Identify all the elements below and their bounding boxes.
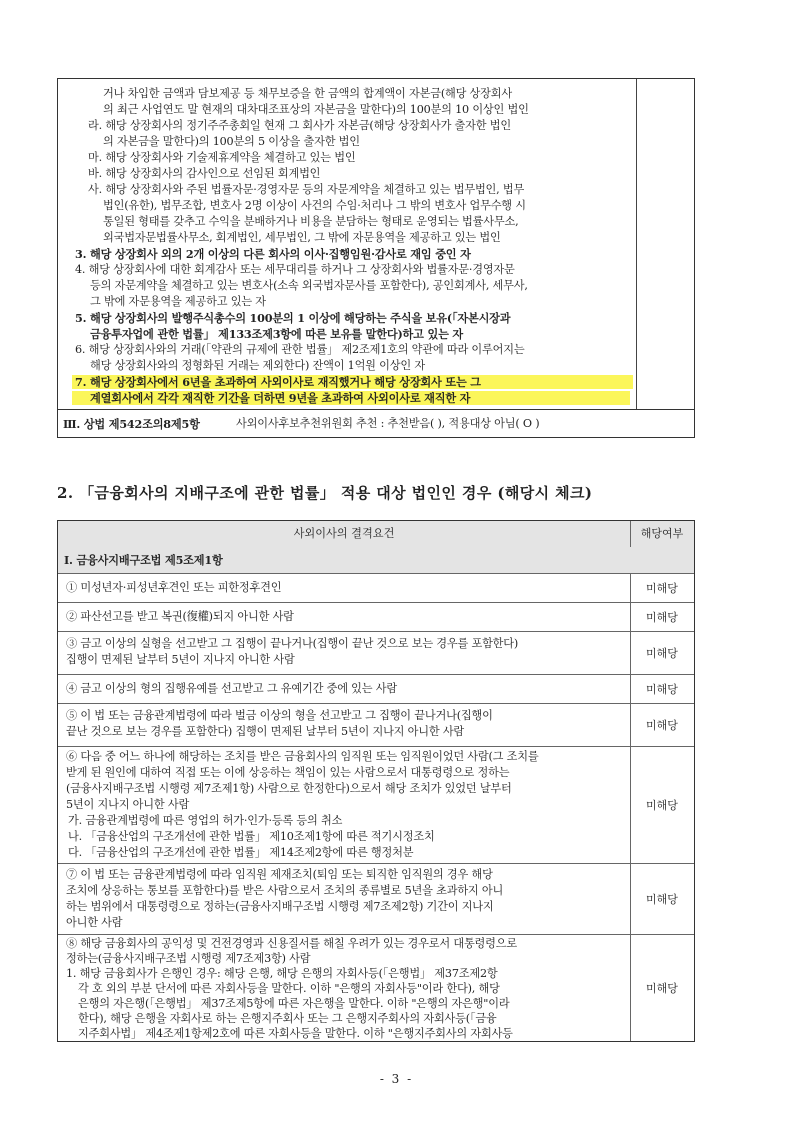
row-text: ④ 금고 이상의 형의 집행유예를 선고받고 그 유예기간 중에 있는 사람 bbox=[66, 682, 397, 695]
row-text: 은행의 자은행(「은행법」 제37조제5항에 따른 자은행을 말한다. 이하 "은행의 자은행"이라 bbox=[78, 997, 510, 1010]
criteria-item-5: 5. 해당 상장회사의 발행주식총수의 100분의 1 이상에 해당하는 주식을 보유(「자본시장과 bbox=[75, 311, 511, 325]
criteria-line: 바. 해당 상장회사의 감사인으로 선임된 회계법인 bbox=[88, 167, 321, 180]
row-text: 한다), 해당 은행을 자회사로 하는 은행지주회사 또는 그 은행지주회사의 자회사등(「금융 bbox=[78, 1012, 497, 1025]
disqualification-table bbox=[57, 520, 695, 1042]
row-text: 나. 「금융산업의 구조개선에 관한 법률」 제10조제1항에 따른 적기시정조치 bbox=[68, 830, 435, 843]
row-text: 각 호 외의 부분 단서에 따른 자회사등을 말한다. 이하 "은행의 자회사등"이라 한다), 해당 bbox=[78, 982, 500, 995]
row-text: ③ 금고 이상의 실형을 선고받고 그 집행이 끝나거나(집행이 끝난 것으로 보는 경우를 포함한다) bbox=[66, 637, 519, 650]
row-text: 지주회사법」 제4조제1항제2호에 따른 자회사등을 말한다. 이하 "은행지주회사의 자회사등 bbox=[78, 1027, 513, 1040]
row-text: 조치에 상응하는 통보를 포함한다)를 받은 사람으로서 조치의 종류별로 5년을 초과하지 아니 bbox=[66, 884, 504, 897]
row-value: 미해당 bbox=[646, 582, 678, 595]
row-text: 1. 해당 금융회사가 은행인 경우: 해당 은행, 해당 은행의 자회사등(「은행법」 제37조제2항 bbox=[66, 967, 498, 980]
row-value: 미해당 bbox=[646, 719, 678, 732]
table-row bbox=[58, 864, 694, 935]
row-text: 정하는(금융사지배구조법 시행령 제7조제3항) 사람 bbox=[66, 952, 311, 965]
row-text: ⑤ 이 법 또는 금융관계법령에 따라 벌금 이상의 형을 선고받고 그 집행이 끝나거나(집행이 bbox=[66, 709, 493, 722]
row-value: 미해당 bbox=[646, 611, 678, 624]
outside-director-criteria-box bbox=[57, 78, 695, 438]
row-text: (금융사지배구조법 시행령 제7조제1항) 사람으로 한정한다)으로서 해당 조치가 있었던 날부터 bbox=[66, 782, 512, 795]
criteria-line: 그 밖에 자문용역을 제공하고 있는 자 bbox=[90, 295, 266, 308]
table-row bbox=[58, 747, 694, 864]
page-number: - 3 - bbox=[379, 1072, 414, 1086]
criteria-line-highlighted: 계열회사에서 각각 재직한 기간을 더하면 9년을 초과하여 사외이사로 재직한 자 bbox=[72, 391, 630, 405]
row-value: 미해당 bbox=[646, 683, 678, 696]
criteria-line: 외국법자문법률사무소, 회계법인, 세무법인, 그 밖에 자문용역을 제공하고 있는 법인 bbox=[103, 231, 501, 244]
table-row bbox=[58, 574, 694, 603]
commercial-act-row bbox=[58, 409, 694, 438]
row-text: ⑥ 다음 중 어느 하나에 해당하는 조치를 받은 금융회사의 임직원 또는 임직원이었던 사람(그 조치를 bbox=[66, 750, 539, 763]
table-section-row bbox=[58, 547, 694, 574]
row-text: ① 미성년자·피성년후견인 또는 피한정후견인 bbox=[66, 581, 282, 594]
criteria-line: 라. 해당 상장회사의 정기주주총회일 현재 그 회사가 자본금(해당 상장회사가 출자한 법인 bbox=[88, 119, 511, 132]
header-requirements: 사외이사의 결격요건 bbox=[58, 521, 631, 547]
row-value: 미해당 bbox=[646, 647, 678, 660]
criteria-line: 마. 해당 상장회사와 기술제휴계약을 체결하고 있는 법인 bbox=[88, 151, 356, 164]
row-value: 미해당 bbox=[646, 799, 678, 812]
criteria-line: 의 최근 사업연도 말 현재의 대차대조표상의 자본금을 말한다)의 100분의 10 이상인 법인 bbox=[103, 103, 529, 116]
criteria-line: 법인(유한), 법무조합, 변호사 2명 이상이 사건의 수임·처리나 그 밖의 변호사 업무수행 시 bbox=[103, 199, 526, 212]
table-row bbox=[58, 935, 694, 1041]
table-header bbox=[58, 521, 694, 548]
row-value: 미해당 bbox=[646, 893, 678, 906]
recommendation-status: 사외이사후보추천위원회 추천 : 추천받음( ), 적용대상 아님( O ) bbox=[236, 417, 540, 430]
check-column bbox=[636, 79, 694, 409]
criteria-item-3: 3. 해당 상장회사 외의 2개 이상의 다른 회사의 이사·집행임원·감사로 재임 중인 자 bbox=[75, 247, 471, 261]
criteria-line: 해당 상장회사와의 정형화된 거래는 제외한다) 잔액이 1억원 이상인 자 bbox=[90, 359, 425, 372]
criteria-line: 거나 차입한 금액과 담보제공 등 채무보증을 한 금액의 합계액이 자본금(해당 상장회사 bbox=[103, 87, 512, 100]
criteria-line: 등의 자문계약을 체결하고 있는 변호사(소속 외국법자문사를 포함한다), 공인회계사, 세무사, bbox=[90, 279, 528, 292]
criteria-list bbox=[58, 79, 637, 409]
criteria-line: 통일된 형태를 갖추고 수익을 분배하거나 비용을 분담하는 형태로 운영되는 법률사무소, bbox=[103, 215, 519, 228]
section-2-title: 2. 「금융회사의 지배구조에 관한 법률」 적용 대상 법인인 경우 (해당시 체크) bbox=[57, 484, 593, 502]
row-text: ⑦ 이 법 또는 금융관계법령에 따라 임직원 제재조치(퇴임 또는 퇴직한 임직원의 경우 해당 bbox=[66, 868, 493, 881]
commercial-act-label: Ⅲ. 상법 제542조의8제5항 bbox=[63, 417, 200, 431]
row-text: 가. 금융관계법령에 따른 영업의 허가·인가·등록 등의 취소 bbox=[68, 814, 343, 827]
row-text: 끝난 것으로 보는 경우를 포함한다) 집행이 면제된 날부터 5년이 지나지 아니한 사람 bbox=[66, 725, 465, 738]
row-text: 아니한 사람 bbox=[66, 916, 123, 929]
row-text: 5년이 지나지 아니한 사람 bbox=[66, 798, 190, 811]
table-row bbox=[58, 632, 694, 675]
row-value: 미해당 bbox=[646, 982, 678, 995]
table-row bbox=[58, 675, 694, 704]
row-text: 다. 「금융산업의 구조개선에 관한 법률」 제14조제2항에 따른 행정처분 bbox=[68, 846, 414, 859]
row-text: 하는 범위에서 대통령령으로 정하는(금융사지배구조법 시행령 제7조제2항) 기간이 지나지 bbox=[66, 900, 494, 913]
criteria-line: 의 자본금을 말한다)의 100분의 5 이상을 출자한 법인 bbox=[103, 135, 360, 148]
header-applicability: 해당여부 bbox=[640, 527, 684, 540]
criteria-line: 금융투자업에 관한 법률」 제133조제3항에 따른 보유를 말한다)하고 있는 자 bbox=[90, 327, 463, 341]
criteria-item-4: 4. 해당 상장회사에 대한 회계감사 또는 세무대리를 하거나 그 상장회사와 법률자문·경영자문 bbox=[75, 263, 515, 276]
row-text: ⑧ 해당 금융회사의 공익성 및 건전경영과 신용질서를 해칠 우려가 있는 경우로서 대통령령으로 bbox=[66, 937, 517, 950]
table-row bbox=[58, 603, 694, 632]
criteria-line: 사. 해당 상장회사와 주된 법률자문·경영자문 등의 자문계약을 체결하고 있는 법무법인, 법무 bbox=[88, 183, 525, 196]
row-text: ② 파산선고를 받고 복권(復權)되지 아니한 사람 bbox=[66, 610, 294, 623]
criteria-item-7-highlighted: 7. 해당 상장회사에서 6년을 초과하여 사외이사로 재직했거나 해당 상장회사 또는 그 bbox=[72, 375, 633, 389]
row-text: 집행이 면제된 날부터 5년이 지나지 아니한 사람 bbox=[66, 653, 295, 666]
row-text: 받게 된 원인에 대하여 직접 또는 이에 상응하는 책임이 있는 사람으로서 대통령령으로 정하는 bbox=[66, 766, 510, 779]
criteria-item-6: 6. 해당 상장회사와의 거래(「약관의 규제에 관한 법률」 제2조제1호의 약관에 따라 이루어지는 bbox=[75, 343, 525, 356]
section-label: Ⅰ. 금융사지배구조법 제5조제1항 bbox=[64, 553, 223, 567]
table-row bbox=[58, 704, 694, 747]
